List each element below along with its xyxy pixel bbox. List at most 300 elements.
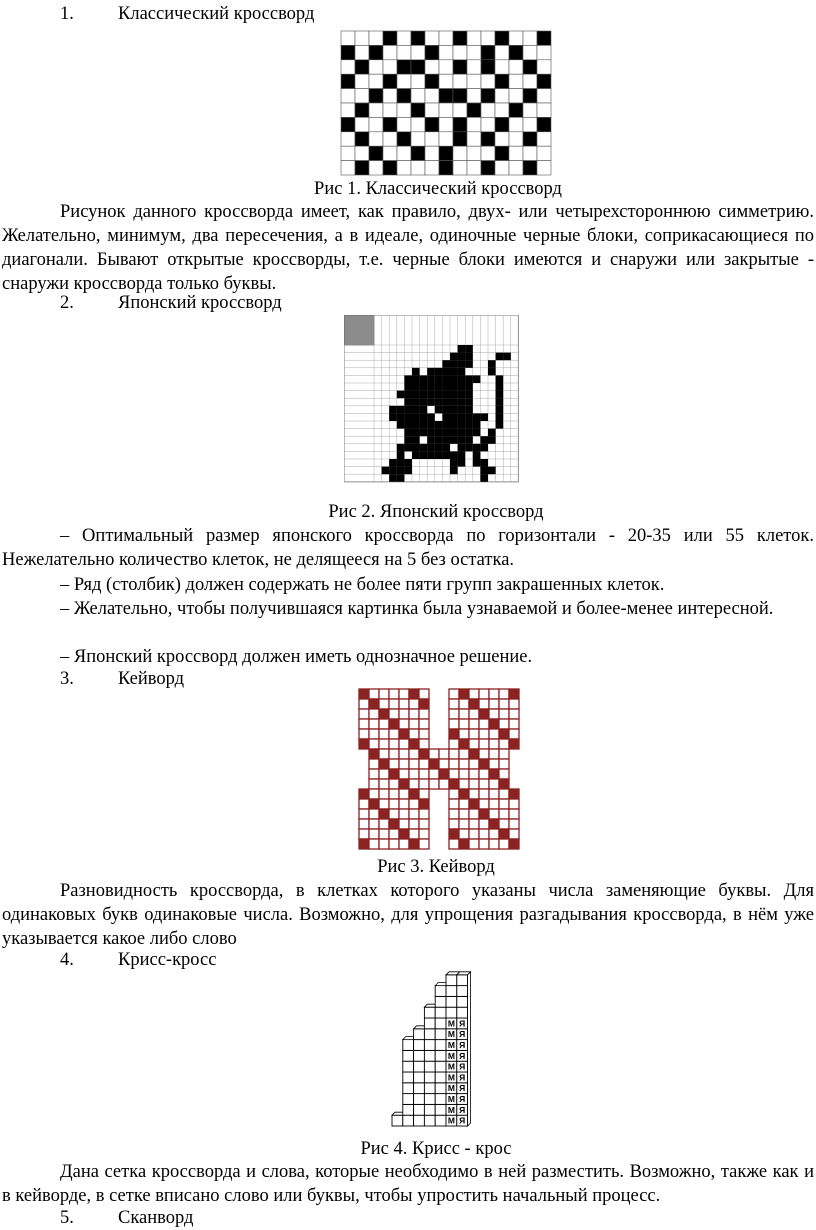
- crisscross-cell: [424, 1061, 435, 1072]
- crossword-cell: [439, 146, 453, 160]
- crisscross-cell: [424, 1115, 435, 1126]
- japanese-filled-cell: [450, 451, 458, 459]
- japanese-filled-cell: [450, 459, 458, 467]
- crisscross-figure: [386, 970, 496, 1130]
- crossword-cell: [383, 146, 397, 160]
- japanese-filled-cell: [427, 429, 435, 437]
- crisscross-cell: [424, 1040, 435, 1051]
- crisscross-letter: М: [447, 1104, 455, 1115]
- keyword-cell: [409, 719, 419, 729]
- japanese-filled-cell: [480, 413, 488, 421]
- japanese-filled-cell: [412, 436, 420, 444]
- japanese-filled-cell: [427, 375, 435, 383]
- japanese-filled-cell: [389, 406, 397, 414]
- keyword-cell: [439, 769, 449, 779]
- keyword-cell: [509, 839, 519, 849]
- japanese-filled-cell: [404, 398, 412, 406]
- keyword-cell: [369, 719, 379, 729]
- crisscross-cell: [403, 1072, 414, 1083]
- keyword-cell: [499, 749, 509, 759]
- keyword-cell: [509, 719, 519, 729]
- crossword-cell: [523, 74, 537, 88]
- keyword-cell: [509, 729, 519, 739]
- keyword-cell: [489, 729, 499, 739]
- crossword-cell: [523, 60, 537, 74]
- crossword-cell: [467, 45, 481, 59]
- japanese-filled-cell: [473, 413, 481, 421]
- japanese-filled-cell: [404, 429, 412, 437]
- keyword-cell: [479, 749, 489, 759]
- keyword-cell: [469, 839, 479, 849]
- crisscross-letter: М: [447, 1083, 455, 1094]
- keyword-cell: [409, 749, 419, 759]
- section-title: Классический кроссворд: [118, 4, 315, 24]
- japanese-filled-cell: [442, 391, 450, 399]
- japanese-filled-cell: [480, 444, 488, 452]
- keyword-cell: [489, 779, 499, 789]
- crossword-cell: [509, 31, 523, 45]
- keyword-cell: [379, 839, 389, 849]
- crossword-cell: [481, 117, 495, 131]
- keyword-cell: [439, 749, 449, 759]
- keyword-cell: [459, 759, 469, 769]
- keyword-cell: [379, 789, 389, 799]
- crossword-cell: [481, 31, 495, 45]
- japanese-filled-cell: [458, 444, 466, 452]
- keyword-cell: [379, 769, 389, 779]
- crossword-cell: [355, 74, 369, 88]
- keyword-cell: [369, 769, 379, 779]
- japanese-filled-cell: [389, 474, 397, 482]
- crossword-cell: [523, 103, 537, 117]
- keyword-cell: [449, 799, 459, 809]
- keyword-cell: [439, 759, 449, 769]
- crossword-cell: [397, 60, 411, 74]
- keyword-cell: [509, 699, 519, 709]
- crossword-cell: [439, 45, 453, 59]
- japanese-filled-cell: [458, 353, 466, 361]
- keyword-cell: [399, 699, 409, 709]
- crisscross-cell: [435, 996, 446, 1007]
- figure-caption-1: Рис 1. Классический кроссворд: [314, 179, 562, 199]
- crossword-cell: [425, 31, 439, 45]
- japanese-filled-cell: [404, 436, 412, 444]
- crossword-cell: [481, 45, 495, 59]
- keyword-cell: [379, 829, 389, 839]
- japanese-filled-cell: [427, 413, 435, 421]
- keyword-cell: [459, 839, 469, 849]
- japanese-filled-cell: [496, 353, 504, 361]
- keyword-cell: [449, 819, 459, 829]
- keyword-cell: [499, 819, 509, 829]
- crossword-cell: [537, 45, 551, 59]
- crossword-cell: [439, 103, 453, 117]
- keyword-cell: [469, 759, 479, 769]
- japanese-filled-cell: [435, 383, 443, 391]
- crossword-cell: [383, 45, 397, 59]
- crossword-cell: [537, 103, 551, 117]
- japanese-filled-cell: [465, 360, 473, 368]
- crisscross-letter: Я: [459, 1029, 466, 1040]
- crisscross-cell: [435, 1115, 446, 1126]
- keyword-cell: [399, 769, 409, 779]
- crossword-cell: [453, 74, 467, 88]
- keyword-cell: [379, 739, 389, 749]
- keyword-cell: [359, 829, 369, 839]
- keyword-cell: [359, 839, 369, 849]
- keyword-cell: [389, 739, 399, 749]
- keyword-cell: [449, 709, 459, 719]
- crisscross-letter: Я: [459, 1104, 466, 1115]
- crossword-cell: [383, 132, 397, 146]
- japanese-filled-cell: [427, 383, 435, 391]
- crossword-cell: [453, 89, 467, 103]
- keyword-cell: [419, 749, 429, 759]
- keyword-cell: [389, 829, 399, 839]
- japanese-filled-cell: [420, 406, 428, 414]
- japanese-filled-cell: [450, 406, 458, 414]
- crossword-cell: [509, 103, 523, 117]
- keyword-cell: [359, 739, 369, 749]
- keyword-cell: [459, 749, 469, 759]
- japanese-filled-cell: [435, 406, 443, 414]
- section-number: 3.: [60, 669, 74, 689]
- crisscross-cell: [435, 1050, 446, 1061]
- keyword-cell: [469, 689, 479, 699]
- japanese-filled-cell: [503, 353, 511, 361]
- japanese-filled-cell: [412, 406, 420, 414]
- crossword-cell: [537, 161, 551, 175]
- keyword-cell: [389, 709, 399, 719]
- keyword-cell: [369, 689, 379, 699]
- japanese-filled-cell: [450, 413, 458, 421]
- japanese-crossword-figure: [344, 315, 520, 487]
- crossword-cell: [355, 45, 369, 59]
- keyword-cell: [369, 789, 379, 799]
- japanese-filled-cell: [397, 451, 405, 459]
- crossword-cell: [453, 132, 467, 146]
- japanese-filled-cell: [442, 429, 450, 437]
- keyword-cell: [499, 739, 509, 749]
- japanese-filled-cell: [435, 429, 443, 437]
- keyword-cell: [499, 699, 509, 709]
- japanese-filled-cell: [458, 459, 466, 467]
- japanese-filled-cell: [458, 368, 466, 376]
- japanese-filled-cell: [465, 444, 473, 452]
- crossword-cell: [383, 89, 397, 103]
- crossword-cell: [369, 45, 383, 59]
- crossword-cell: [439, 117, 453, 131]
- keyword-cell: [369, 819, 379, 829]
- japanese-filled-cell: [427, 398, 435, 406]
- keyword-cell: [409, 789, 419, 799]
- japanese-filled-cell: [473, 429, 481, 437]
- crisscross-cell: [414, 1050, 425, 1061]
- crossword-cell: [397, 117, 411, 131]
- keyword-cell: [459, 809, 469, 819]
- keyword-cell: [509, 689, 519, 699]
- keyword-cell: [509, 799, 519, 809]
- japanese-filled-cell: [435, 398, 443, 406]
- section-heading-3: [60, 667, 184, 691]
- keyword-cell: [369, 699, 379, 709]
- crisscross-letter: М: [447, 1040, 455, 1051]
- classic-crossword-figure: [340, 30, 552, 176]
- crossword-cell: [481, 89, 495, 103]
- keyword-cell: [379, 759, 389, 769]
- crossword-cell: [369, 89, 383, 103]
- keyword-cell: [499, 779, 509, 789]
- keyword-cell: [509, 789, 519, 799]
- keyword-crossword-figure: [356, 687, 522, 851]
- japanese-filled-cell: [404, 406, 412, 414]
- keyword-cell: [419, 709, 429, 719]
- keyword-cell: [419, 829, 429, 839]
- crossword-cell: [523, 117, 537, 131]
- crossword-cell: [397, 74, 411, 88]
- keyword-cell: [479, 829, 489, 839]
- keyword-cell: [449, 839, 459, 849]
- japanese-filled-cell: [397, 413, 405, 421]
- japanese-filled-cell: [496, 398, 504, 406]
- keyword-cell: [499, 789, 509, 799]
- crossword-cell: [341, 60, 355, 74]
- crisscross-cell: [446, 986, 457, 997]
- crossword-cell: [523, 161, 537, 175]
- keyword-cell: [499, 729, 509, 739]
- crisscross-cell: [414, 1083, 425, 1094]
- japanese-filled-cell: [442, 398, 450, 406]
- japanese-filled-cell: [435, 368, 443, 376]
- crossword-cell: [341, 132, 355, 146]
- japanese-filled-cell: [404, 413, 412, 421]
- japanese-filled-cell: [420, 383, 428, 391]
- keyword-cell: [389, 759, 399, 769]
- japanese-filled-cell: [496, 375, 504, 383]
- japanese-filled-cell: [389, 459, 397, 467]
- japanese-filled-cell: [458, 360, 466, 368]
- keyword-cell: [369, 759, 379, 769]
- crisscross-cell: [435, 1104, 446, 1115]
- japanese-filled-cell: [450, 421, 458, 429]
- crisscross-cell: [403, 1061, 414, 1072]
- keyword-cell: [369, 839, 379, 849]
- figure-caption-2: Рис 2. Японский кроссворд: [328, 502, 544, 522]
- japanese-filled-cell: [427, 451, 435, 459]
- japanese-filled-cell: [442, 368, 450, 376]
- keyword-cell: [399, 819, 409, 829]
- keyword-cell: [489, 749, 499, 759]
- keyword-cell: [409, 759, 419, 769]
- crossword-cell: [355, 132, 369, 146]
- keyword-cell: [449, 809, 459, 819]
- keyword-cell: [479, 729, 489, 739]
- keyword-cell: [459, 699, 469, 709]
- keyword-cell: [389, 799, 399, 809]
- crossword-cell: [355, 117, 369, 131]
- japanese-filled-cell: [412, 375, 420, 383]
- crossword-cell: [537, 132, 551, 146]
- crossword-cell: [425, 117, 439, 131]
- japanese-filled-cell: [420, 375, 428, 383]
- keyword-cell: [409, 689, 419, 699]
- crossword-cell: [397, 45, 411, 59]
- japanese-filled-cell: [420, 413, 428, 421]
- keyword-cell: [409, 729, 419, 739]
- keyword-cell: [459, 799, 469, 809]
- crisscross-letter: Я: [459, 1072, 466, 1083]
- japanese-filled-cell: [465, 375, 473, 383]
- paragraph-crisscross: Дана сетка кроссворда и слова, которые необходимо в ней разместить. Возможно, также как и в кейворде, в сетке вписано слово или буквы, чтобы упростить начальный процесс.: [2, 1162, 814, 1206]
- japanese-filled-cell: [450, 429, 458, 437]
- crossword-cell: [439, 31, 453, 45]
- keyword-cell: [379, 799, 389, 809]
- crisscross-cell: [457, 996, 468, 1007]
- keyword-cell: [379, 699, 389, 709]
- crossword-cell: [355, 146, 369, 160]
- crossword-cell: [481, 74, 495, 88]
- japanese-filled-cell: [458, 406, 466, 414]
- japanese-filled-cell: [450, 368, 458, 376]
- crisscross-cell: [403, 1104, 414, 1115]
- japanese-filled-cell: [473, 459, 481, 467]
- japanese-filled-cell: [397, 474, 405, 482]
- japanese-filled-cell: [427, 368, 435, 376]
- crossword-cell: [439, 60, 453, 74]
- crisscross-letter: Я: [459, 1018, 466, 1029]
- keyword-cell: [419, 699, 429, 709]
- crossword-cell: [481, 161, 495, 175]
- crisscross-cell: [446, 996, 457, 1007]
- japanese-filled-cell: [404, 459, 412, 467]
- japanese-filled-cell: [473, 421, 481, 429]
- keyword-cell: [409, 799, 419, 809]
- keyword-cell: [419, 819, 429, 829]
- japanese-filled-cell: [496, 406, 504, 414]
- keyword-cell: [389, 699, 399, 709]
- keyword-cell: [419, 779, 429, 789]
- crossword-cell: [383, 103, 397, 117]
- keyword-cell: [449, 699, 459, 709]
- keyword-cell: [449, 689, 459, 699]
- keyword-cell: [389, 749, 399, 759]
- keyword-cell: [459, 769, 469, 779]
- japanese-filled-cell: [458, 429, 466, 437]
- section-title: Сканворд: [118, 1208, 194, 1228]
- keyword-cell: [399, 829, 409, 839]
- japanese-filled-cell: [488, 429, 496, 437]
- keyword-cell: [359, 789, 369, 799]
- crossword-cell: [481, 132, 495, 146]
- crossword-cell: [411, 161, 425, 175]
- crossword-cell: [495, 74, 509, 88]
- crossword-cell: [425, 161, 439, 175]
- crisscross-cell: [424, 1018, 435, 1029]
- crossword-cell: [369, 146, 383, 160]
- crossword-cell: [341, 31, 355, 45]
- keyword-cell: [389, 839, 399, 849]
- crossword-cell: [537, 31, 551, 45]
- crisscross-letter: М: [447, 1115, 455, 1126]
- keyword-cell: [479, 739, 489, 749]
- keyword-cell: [389, 689, 399, 699]
- japanese-filled-cell: [465, 413, 473, 421]
- section-heading-4: [60, 948, 216, 972]
- section-title: Японский кроссворд: [118, 293, 282, 313]
- crossword-cell: [453, 103, 467, 117]
- japanese-filled-cell: [465, 406, 473, 414]
- crisscross-cell: [424, 1007, 435, 1018]
- japanese-filled-cell: [397, 421, 405, 429]
- crossword-cell: [411, 45, 425, 59]
- crossword-cell: [509, 89, 523, 103]
- keyword-cell: [379, 729, 389, 739]
- crossword-cell: [509, 132, 523, 146]
- crossword-cell: [467, 103, 481, 117]
- crossword-cell: [411, 103, 425, 117]
- keyword-cell: [489, 709, 499, 719]
- section-heading-1: [60, 2, 314, 26]
- crisscross-cell: [435, 1061, 446, 1072]
- japanese-filled-cell: [458, 391, 466, 399]
- japanese-filled-cell: [404, 375, 412, 383]
- crisscross-letter: М: [447, 1094, 455, 1105]
- keyword-cell: [409, 769, 419, 779]
- crossword-cell: [341, 161, 355, 175]
- keyword-cell: [429, 759, 439, 769]
- keyword-cell: [379, 719, 389, 729]
- crossword-cell: [439, 132, 453, 146]
- crossword-cell: [411, 74, 425, 88]
- crossword-cell: [537, 146, 551, 160]
- crossword-cell: [439, 89, 453, 103]
- japanese-filled-cell: [420, 421, 428, 429]
- section-number: 1.: [60, 4, 74, 24]
- crisscross-cell: [414, 1072, 425, 1083]
- keyword-cell: [419, 769, 429, 779]
- keyword-cell: [489, 719, 499, 729]
- japanese-filled-cell: [496, 383, 504, 391]
- crossword-cell: [467, 132, 481, 146]
- japanese-filled-cell: [465, 429, 473, 437]
- keyword-cell: [369, 779, 379, 789]
- keyword-cell: [399, 719, 409, 729]
- keyword-cell: [459, 829, 469, 839]
- keyword-cell: [399, 739, 409, 749]
- keyword-cell: [499, 809, 509, 819]
- crisscross-cell: [435, 986, 446, 997]
- keyword-cell: [479, 769, 489, 779]
- keyword-cell: [389, 819, 399, 829]
- keyword-cell: [469, 819, 479, 829]
- japanese-filled-cell: [442, 406, 450, 414]
- crisscross-cell: [435, 1072, 446, 1083]
- japanese-filled-cell: [397, 459, 405, 467]
- crossword-cell: [453, 31, 467, 45]
- keyword-cell: [509, 809, 519, 819]
- crisscross-cell: [435, 1018, 446, 1029]
- japanese-filled-cell: [473, 451, 481, 459]
- keyword-cell: [419, 799, 429, 809]
- keyword-cell: [499, 709, 509, 719]
- keyword-cell: [389, 719, 399, 729]
- crossword-cell: [383, 161, 397, 175]
- keyword-cell: [399, 779, 409, 789]
- japanese-filled-cell: [412, 368, 420, 376]
- crossword-cell: [369, 31, 383, 45]
- japanese-filled-cell: [458, 421, 466, 429]
- japanese-filled-cell: [389, 467, 397, 475]
